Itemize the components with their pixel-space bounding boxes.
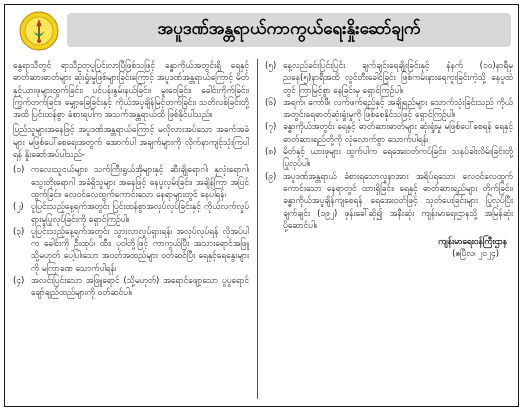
title-banner <box>67 13 511 47</box>
list-item-number: (၃) <box>13 225 25 236</box>
list-item-text: ကလေးသူငယ်များ၊ သက်ကြီးရွယ်အိုများနှင့် ဆီးချိုရောဂါ၊ နှလုံးရောဂါ၊ သွေးတိုးရောဂါ အခံရှိသူများ အနေဖြင့် နေပူလှမ်းခြင်း၊ အချိန်ကြာ အပြင်ထွက်ခြင်း၊ လေဝင်လေထွက်ကောင်းသော နေရာများတွင် နေပါရန်၊ <box>31 164 249 199</box>
list-item-number: (၆) <box>265 96 277 107</box>
list-item-number: (၈) <box>265 146 277 157</box>
list-item <box>265 59 513 96</box>
right-column <box>265 59 513 399</box>
ministry-emblem-icon <box>19 11 59 51</box>
content-columns <box>13 59 513 399</box>
list-item <box>13 225 249 274</box>
list-item <box>265 96 513 121</box>
list-item <box>265 170 513 231</box>
list-item <box>265 145 513 170</box>
list-item-text: ခန္ဓာကိုယ်အတွင်း ရေနှင့် ဓာတ်ဆားဓာတ်များ ဆုံးရှုံးမှု မဖြစ်ပေါ်စေရန် ရေနှင့်ဓာတ်ဆားရည်တို့ကို လုံလောက်စွာ သောက်ပါရန်၊ <box>283 121 513 144</box>
list-item-text: အပူဒဏ်အန္တရာယ် ခံစားရသောလူနာအား အရိပ်ရသော၊ လေဝင်လေထွက်ကောင်းသော နေရာတွင် ထားရှိခြင်း၊ ရေနှင့် ဓာတ်ဆားရည်များ တိုက်ခြင်း၊ ခန္ဓာကိုယ်အပူချိန်ကျစေရန် ရေအေးဝတ်ဖြင့် သုတ်ပေးခြင်းများ ပြုလုပ်ပြီး ချက်ချင်း (၁၉၂) ဖုန်းခေါ်ဆို၍ အနီးဆုံး ကျန်းမာရေးဌာနသို့ အမြန်ဆုံး ပို့ဆောင်ပါ။ <box>283 170 513 230</box>
list-item-number: (၄) <box>13 275 25 286</box>
announcement-document <box>4 4 519 407</box>
list-item-number: (၉) <box>265 170 277 181</box>
list-item-number: (၇) <box>265 121 277 132</box>
list-item <box>13 200 249 225</box>
list-item-text: ပူပြင်းသည့်နေ့ရက်အတွင်း သွားလာလှုပ်ရှားရန်၊ အလုပ်လုပ်ရန် လိုအပ်ပါက ခေါင်းကို ဦးထုပ်၊ ထီး၊ ပုဝါတို့ဖြင့် ကာကွယ်ပြီး အသားရောင်အဖြူ သို့မဟုတ် ပေါ့ပါးသော အဝတ်အထည်များ ဝတ်ဆင်ပြီး ရေနှင့်ရေနွေးများကို မကြာခဏ သောက်ပါရန်၊ <box>31 225 249 273</box>
list-item-text: အရက်၊ ကော်ဖီ၊ လက်ဖက်ရည်နှင့် အချိုရည်များ သောက်သုံးခြင်းသည် ကိုယ်အတွင်းရေဓာတ်ဆုံးရှုံးမှုကို ဖြစ်စေနိုင်သဖြင့် ရှောင်ကြဉ်ပါ။ <box>283 96 513 120</box>
list-item-text: မိတ်နှင့် ယားဖုများ ထွက်ပါက ရေအေးဝတ်ကပ်ခြင်း၊ သနပ်ခါးလိမ်းခြင်းတို့ ပြုလုပ်ပါ။ <box>283 146 513 169</box>
issuer-signature: ကျန်းမာရေးဝန်ကြီးဌာန <box>438 236 507 247</box>
list-item-text: ပူပြင်းသည့်နေ့ရက်အတွင်း ပြင်းထန်စွာအလုပ်လုပ်ခြင်းနှင့် ကိုယ်လက်လှုပ်ရှားမှုပြုလုပ်ခြင်းကို ရှောင်ကြဉ်ပါ။ <box>31 201 249 224</box>
intro-paragraph-2: ပြည်သူများအနေဖြင့် အပူဒဏ်အန္တရာယ်ကြောင့် မလိုလားအပ်သော အခက်အခဲများ မဖြစ်ပေါ်စေရေးအတွက် အောက်ပါ အချက်များကို လိုက်နာကျင့်သုံးကြပါရန် နှိုးဆော်အပ်ပါသည်- <box>13 124 249 160</box>
list-item <box>13 163 249 200</box>
issue-date: (ဧပြီလ၊ ၂၀၂၄) <box>452 248 499 259</box>
page-title: အပူဒဏ်အန္တရာယ်ကာကွယ်ရေးနှိုးဆော်ချက် <box>157 18 421 39</box>
list-item-number: (၁) <box>13 164 25 175</box>
column-divider <box>257 59 258 399</box>
left-column <box>13 59 249 399</box>
list-item-number: (၂) <box>13 201 24 212</box>
intro-paragraph: နွေရာသီတွင် ရာသီဥတုပူပြင်းလာပြီဖြစ်သဖြင့် ခန္ဓာကိုယ်အတွင်းရှိ ရေနှင့်ဓာတ်ဆားဓာတ်များ ဆုံးရှုံးမှုဖြစ်များခြင်းကြောင့် အပူဒဏ်အန္တရာယ်ကြောင့် မိတ်နှင့်ယားဖုများထွက်ခြင်း၊ ပင်ပန်းနွမ်းနယ်ခြင်း၊ မူးဝေခြင်း၊ ခေါင်းကိုက်ခြင်း၊ ကြွက်တက်ခြင်း၊ မျှော့ခြေခြင်းနှင့် ကိုယ်အပူချိန်မြင့်တက်ခြင်း၊ သတိလစ်ခြင်းတို့အထိ ပြင်းထန်စွာ ခံစားရပါက အသက်အန္တရာယ်ထိ ဖြစ်နိုင်ပါသည်။ <box>13 60 249 120</box>
list-item-number: (၅) <box>265 60 277 70</box>
list-item <box>13 274 249 299</box>
list-item-text: နေ့လည်ခင်းပြင်းပြင်း ချက်ချင်းရေချိုးခြင်းနှင့် နံနက် (၁၀)နာရီမှ ညနေ(၅)နာရီအထိ လွင်တီးခေါင်ခြင်း ဖြစ်ကမ်းနားရေကူးခြင်းကဲ့သို့ နေပူထဲတွင် ကြာမြင့်စွာ နေခြင်းမှ ရှောင်ကြဉ်ပါ။ <box>283 60 513 95</box>
list-item <box>265 120 513 145</box>
list-item-text: အလင်းပြင်းသော အဖြူရောင် (သို့မဟုတ်) အရောင်ဖျော့သော ပွပွရောင်ချော်ချည်ထည်များကို ဝတ်ဆင်ပါ။ <box>31 275 249 298</box>
